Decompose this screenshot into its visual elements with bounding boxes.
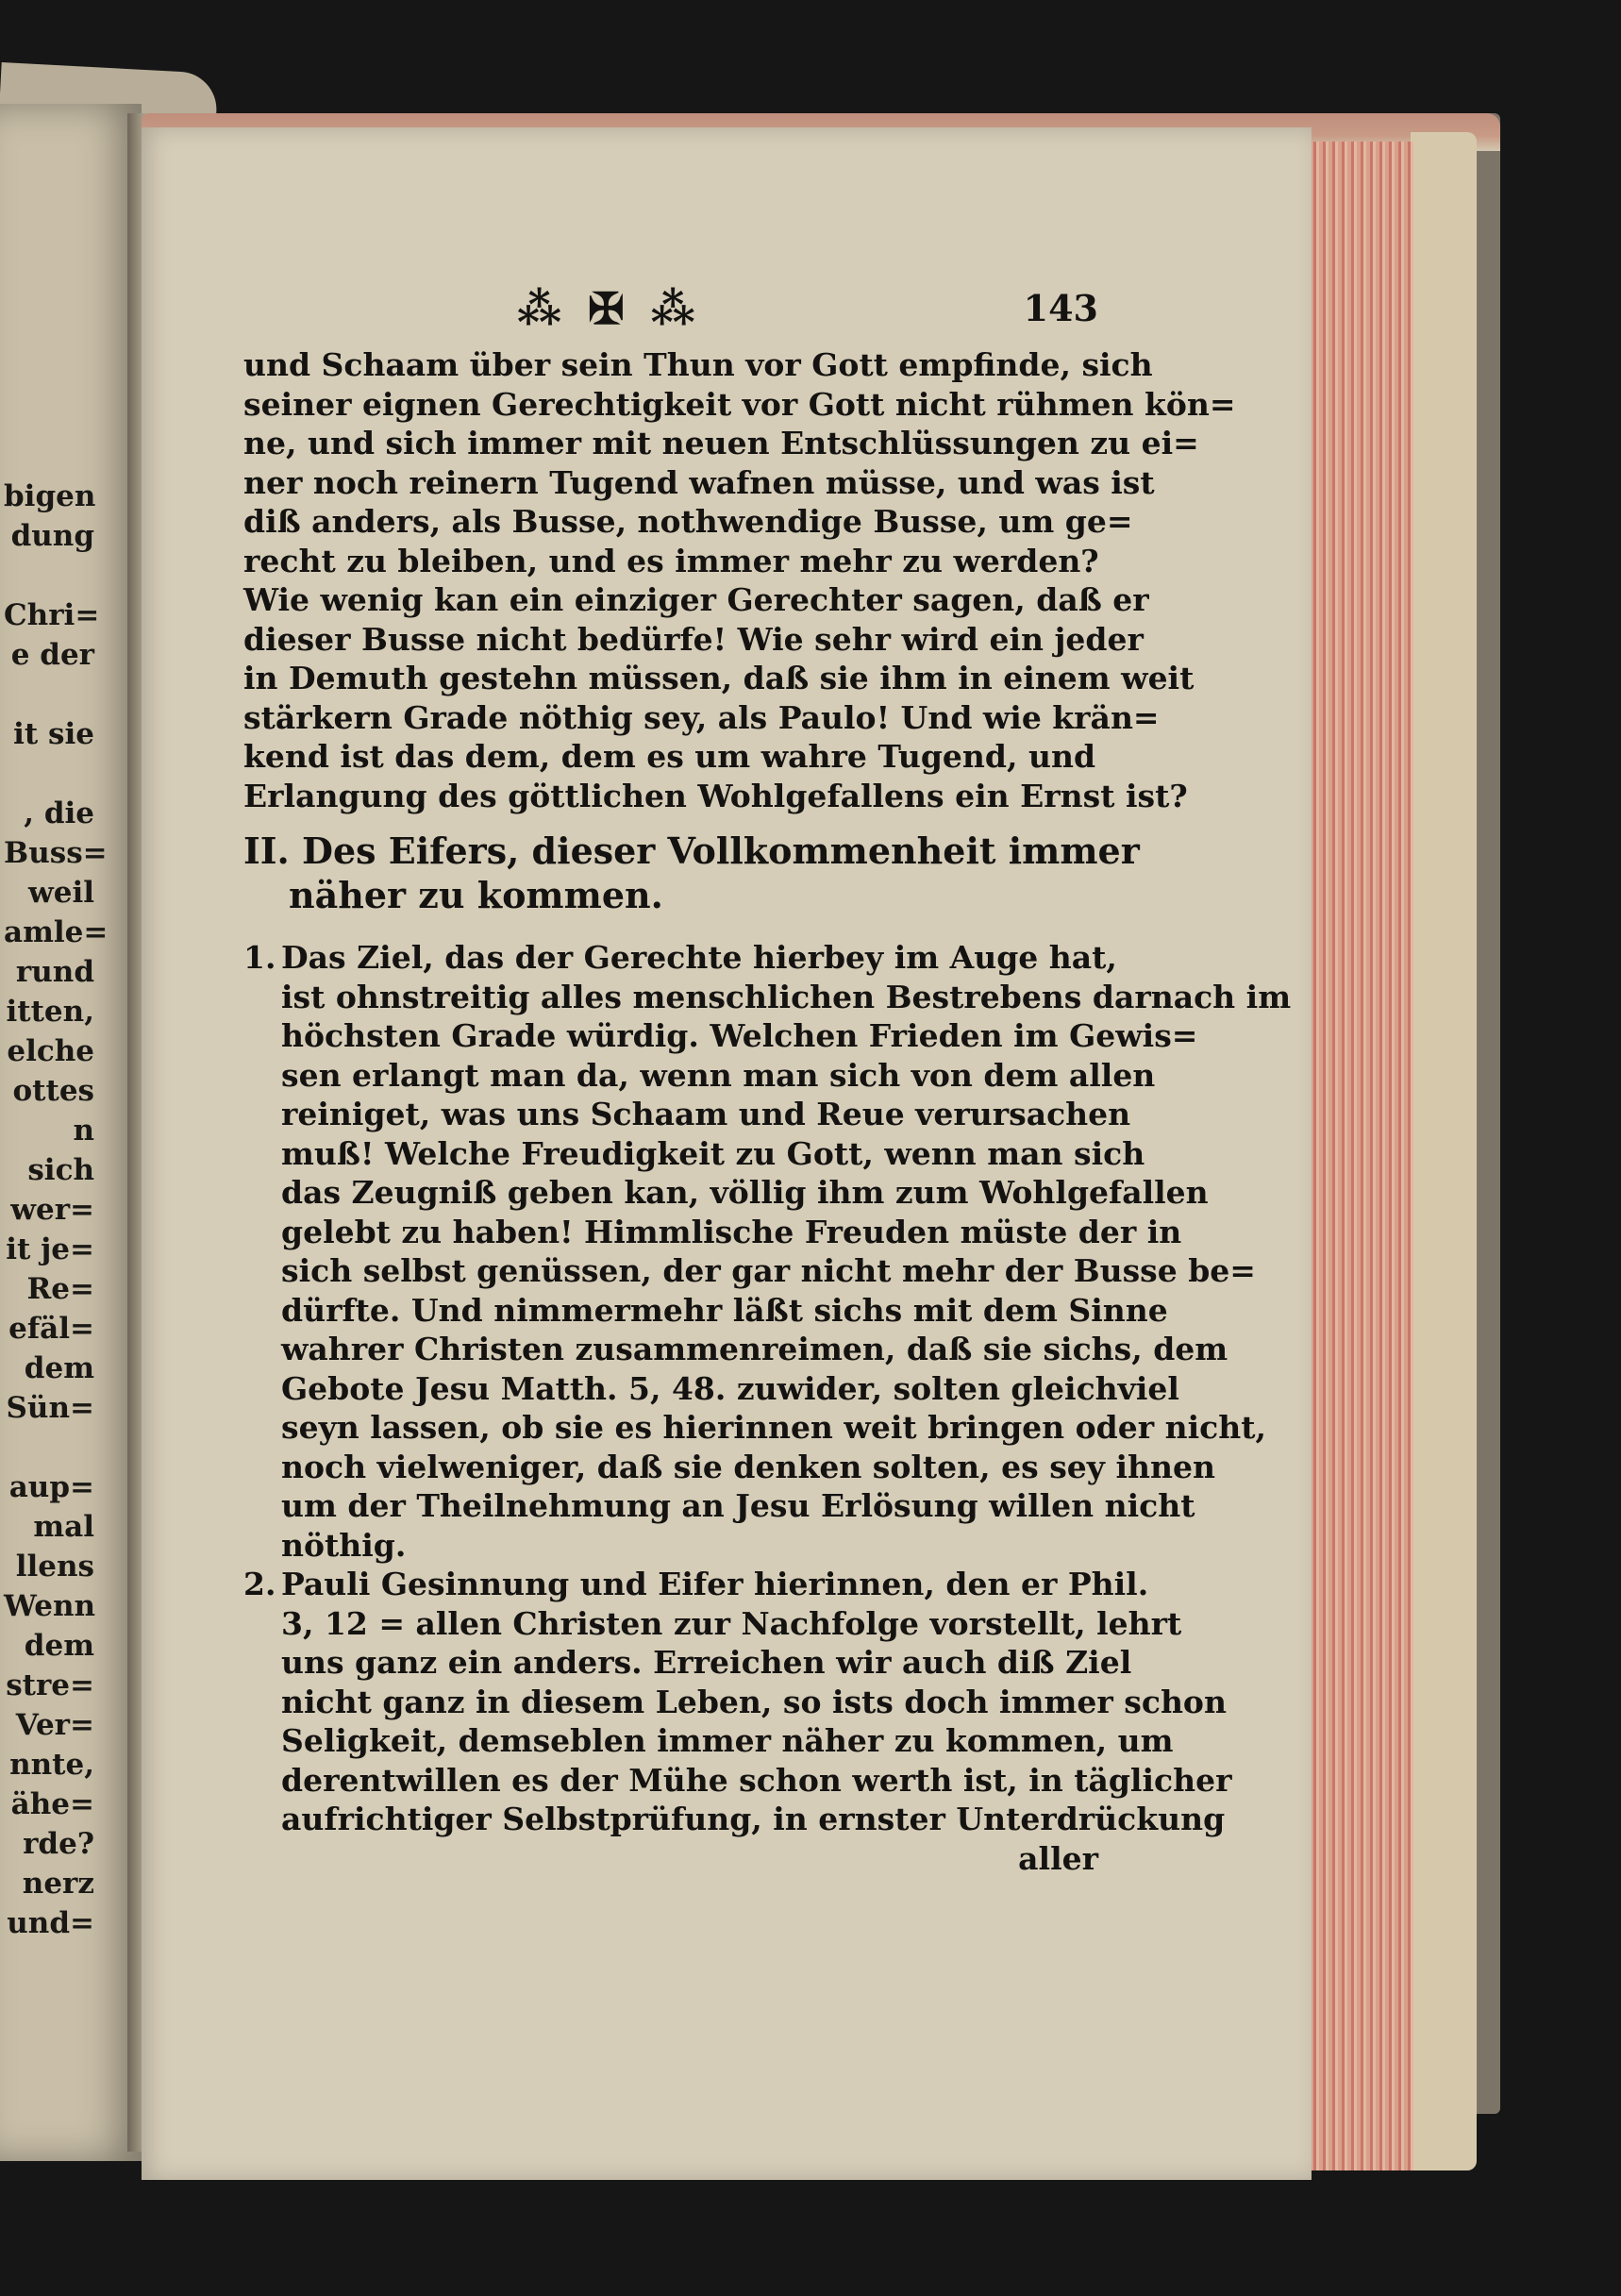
fragment-line: nnte, (9, 1748, 94, 1782)
text-line: reiniget, was uns Schaam und Reue verursachen (281, 1096, 1131, 1132)
fragment-line: itten, (6, 995, 94, 1029)
text-line: dieser Busse nicht bedürfe! Wie sehr wird ein jeder (243, 620, 1144, 658)
fragment-line: bigen (4, 479, 96, 513)
text-line: muß! Welche Freudigkeit zu Gott, wenn man sich (281, 1134, 1145, 1172)
left-page-text-fragments (4, 477, 109, 1943)
fragment-line: Sün= (6, 1391, 94, 1425)
text-line: dürfte. Und nimmermehr läßt sichs mit dem Sinne (281, 1291, 1168, 1329)
body-text (243, 345, 1292, 1878)
fragment-line: dem (24, 1629, 94, 1663)
paragraph-number: 2. (243, 1566, 276, 1602)
fragment-line: it je= (6, 1232, 94, 1266)
text-line: gelebt zu haben! Himmlische Freuden müste der in (281, 1213, 1182, 1250)
fragment-line: amle= (4, 915, 109, 949)
text-line: recht zu bleiben, und es immer mehr zu werden? (243, 542, 1099, 579)
fragment-line: ähe= (10, 1787, 94, 1821)
text-line: sich selbst genüssen, der gar nicht mehr der Busse be= (281, 1252, 1256, 1289)
text-line: ne, und sich immer mit neuen Entschlüssungen zu ei= (243, 425, 1199, 461)
book-cover-edge (1411, 132, 1477, 2170)
text-line: um der Theilnehmung an Jesu Erlösung willen nicht (281, 1487, 1195, 1524)
fragment-line: und= (7, 1906, 94, 1940)
fragment-line: llens (15, 1550, 94, 1584)
text-line: diß anders, als Busse, nothwendige Busse, um ge= (243, 503, 1133, 540)
text-line: Seligkeit, demseblen immer näher zu kommen, um (281, 1722, 1174, 1759)
text-line: Gebote Jesu Matth. 5, 48. zuwider, solten gleichviel (281, 1369, 1179, 1407)
text-line: ist ohnstreitig alles menschlichen Bestrebens darnach im (281, 978, 1292, 1015)
fragment-line: efäl= (8, 1312, 94, 1346)
section-heading: II. Des Eifers, dieser Vollkommenheit immer (243, 830, 1140, 872)
text-line: noch vielweniger, daß sie denken solten, es sey ihnen (281, 1448, 1215, 1485)
fragment-line (4, 1428, 94, 1467)
text-line: Erlangung des göttlichen Wohlgefallens ein Ernst ist? (243, 777, 1188, 814)
fragment-line: Wenn (4, 1589, 96, 1623)
section-heading-continued: näher zu kommen. (289, 874, 663, 916)
fragment-line (4, 754, 94, 794)
fragment-line: rund (15, 955, 94, 989)
text-line: seyn lassen, ob sie es hierinnen weit bringen oder nicht, (281, 1409, 1266, 1446)
text-line: das Zeugniß geben kan, völlig ihm zum Wohlgefallen (281, 1174, 1209, 1211)
fragment-line: mal (33, 1510, 94, 1544)
page-text (243, 283, 1292, 1878)
text-line: wahrer Christen zusammenreimen, daß sie sichs, dem (281, 1331, 1228, 1367)
fragment-line: e der (10, 638, 94, 672)
fragment-line: weil (28, 876, 94, 910)
fragment-line: stre= (6, 1668, 94, 1702)
fragment-line (4, 675, 94, 714)
numbered-paragraph-2 (243, 1565, 1149, 1604)
text-line: seiner eignen Gerechtigkeit vor Gott nicht rühmen kön= (243, 385, 1236, 423)
fragment-line: ottes (12, 1074, 94, 1108)
fragment-line: dem (24, 1351, 94, 1385)
header-ornament: ⁂ ✠ ⁂ (517, 283, 701, 334)
fragment-line (4, 556, 94, 595)
fragment-line: , die (24, 796, 94, 830)
fragment-line: Chri= (4, 598, 100, 632)
left-page (0, 104, 142, 2161)
fragment-line: rde? (23, 1827, 94, 1861)
fragment-line: n sich (27, 1114, 94, 1187)
text-line: kend ist das dem, dem es um wahre Tugend, und (243, 738, 1096, 775)
text-line: Das Ziel, das der Gerechte hierbey im Auge hat, (281, 939, 1117, 976)
text-line: in Demuth gestehn müssen, daß sie ihm in einem weit (243, 660, 1195, 696)
red-page-edges (1300, 142, 1413, 2170)
fragment-line: dung (10, 519, 94, 553)
text-line: höchsten Grade würdig. Welchen Frieden im Gewis= (281, 1017, 1198, 1054)
fragment-line: aup= (8, 1470, 94, 1504)
text-line: derentwillen es der Mühe schon werth ist, in täglicher (281, 1761, 1232, 1799)
text-line: stärkern Grade nöthig sey, als Paulo! Und wie krän= (243, 698, 1160, 736)
text-line: sen erlangt man da, wenn man sich von dem allen (281, 1056, 1156, 1094)
text-line: Pauli Gesinnung und Eifer hierinnen, den er Phil. (281, 1566, 1149, 1602)
page-number: 143 (1023, 287, 1098, 329)
text-line: und Schaam über sein Thun vor Gott empfinde, sich (243, 346, 1153, 383)
numbered-paragraph-1 (243, 938, 1117, 978)
paragraph-number: 1. (243, 939, 276, 976)
text-line: nöthig. (281, 1526, 407, 1564)
fragment-line: elche (7, 1034, 94, 1068)
fragment-line: Re= (26, 1272, 94, 1306)
fragment-line: wer= (10, 1193, 94, 1227)
running-head (243, 283, 1111, 345)
text-line: 3, 12 = allen Christen zur Nachfolge vorstellt, lehrt (281, 1604, 1182, 1642)
text-line: Wie wenig kan ein einziger Gerechter sagen, daß er (243, 581, 1149, 618)
text-line: uns ganz ein anders. Erreichen wir auch diß Ziel (281, 1644, 1132, 1681)
fragment-line: it sie (13, 717, 94, 751)
text-line: aufrichtiger Selbstprüfung, in ernster Unterdrückung (281, 1801, 1226, 1837)
fragment-line: nerz (22, 1867, 94, 1901)
fragment-line: Ver= (15, 1708, 94, 1742)
text-line: nicht ganz in diesem Leben, so ists doch immer schon (281, 1683, 1227, 1720)
text-line: ner noch reinern Tugend wafnen müsse, und was ist (243, 463, 1155, 501)
catchword: aller (1018, 1839, 1098, 1877)
fragment-line: Buss= (4, 836, 108, 870)
